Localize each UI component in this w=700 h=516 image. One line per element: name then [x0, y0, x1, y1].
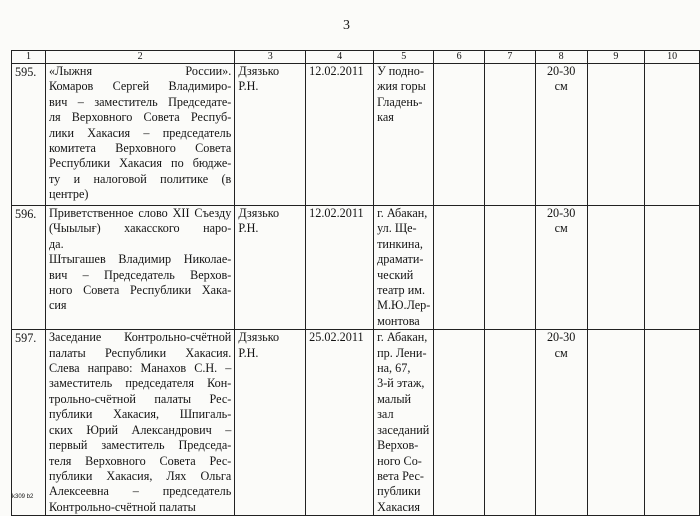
description-line: (Чыылығ) хакасского наро- — [48, 221, 232, 236]
size-line: см — [554, 79, 568, 94]
description-line: Слева направо: Манахов С.Н. – — [48, 361, 232, 376]
row-size — [535, 64, 587, 206]
place-line: жия горы — [377, 79, 426, 94]
column-header: 5 — [374, 51, 434, 64]
place-line: ул. Ще- — [377, 221, 417, 236]
table-row — [12, 330, 700, 516]
row-col10 — [645, 64, 700, 206]
place-line: г. Абакан, — [377, 206, 428, 220]
place-line: ного Со- — [377, 453, 422, 468]
row-author: Дзязько Р.Н. — [235, 330, 306, 516]
description-line: Комаров Сергей Владимиро- — [48, 79, 232, 94]
row-col6 — [434, 206, 485, 330]
description-line: ту и налоговой политике (в — [48, 171, 232, 186]
row-author: Дзязько Р.Н. — [235, 64, 306, 206]
table-row — [12, 206, 700, 330]
description-line: палаты Республики Хакасия. — [48, 345, 232, 360]
inventory-table — [11, 50, 700, 516]
description-line: трольно-счётной палаты Рес- — [48, 391, 232, 406]
row-number: 596. — [12, 206, 46, 330]
column-header: 4 — [306, 51, 374, 64]
column-header: 1 — [12, 51, 46, 64]
row-number: 597. — [12, 330, 46, 516]
description-line: Республики Хакасия по бюдже- — [48, 156, 232, 171]
place-line: г. Абакан, — [377, 330, 428, 345]
place-line: вета Рес- — [377, 468, 424, 483]
description-line: ля Верховного Совета Респуб- — [48, 110, 232, 125]
description-line: Заседание Контрольно-счётной — [48, 330, 232, 345]
description-line: да. — [48, 236, 64, 251]
place-line: М.Ю.Лер- — [377, 298, 431, 313]
row-date: 12.02.2011 — [306, 206, 374, 330]
place-line: У подно- — [377, 64, 424, 78]
size-line: см — [554, 221, 568, 236]
description-line: вич – заместитель Председате- — [48, 94, 232, 109]
page-number: 3 — [343, 18, 350, 33]
size-line: 20-30 — [546, 330, 576, 345]
place-line: Верхов- — [377, 438, 419, 453]
place-line: 3-й этаж, — [377, 376, 425, 391]
description-line: Приветственное слово XII Съезду — [48, 206, 232, 220]
place-line: публики — [377, 484, 421, 499]
row-col6 — [434, 64, 485, 206]
row-author: Дзязько Р.Н. — [235, 206, 306, 330]
row-col9 — [587, 64, 645, 206]
description-line: Алексеевна – председатель — [48, 484, 232, 499]
row-col9 — [587, 206, 645, 330]
column-header: 7 — [485, 51, 536, 64]
place-line: Хакасия — [377, 499, 421, 514]
description-line: публики Хакасия, Шпигаль- — [48, 407, 232, 422]
description-line: публики Хакасия, Лях Ольга — [48, 468, 232, 483]
description-line: заместитель председателя Кон- — [48, 376, 232, 391]
size-line: 20-30 — [546, 64, 576, 78]
size-line: 20-30 — [546, 206, 576, 220]
description-line: сия — [48, 298, 67, 313]
row-number: 595. — [12, 64, 46, 206]
place-line: драмати- — [377, 252, 424, 267]
column-header: 2 — [45, 51, 234, 64]
table-row — [12, 64, 700, 206]
description-line: «Лыжня России». — [48, 64, 232, 78]
row-col7 — [485, 206, 536, 330]
column-header: 8 — [535, 51, 587, 64]
column-header: 3 — [235, 51, 306, 64]
row-date: 12.02.2011 — [306, 64, 374, 206]
row-size — [535, 206, 587, 330]
description-line: Контрольно-счётной палаты — [48, 499, 196, 514]
description-line: первый заместитель Председа- — [48, 438, 232, 453]
description-line: лики Хакасия – председатель — [48, 125, 232, 140]
place-line: на, 67, — [377, 361, 411, 376]
size-line: см — [554, 345, 568, 360]
footer-code: k309 b2 — [12, 494, 34, 500]
column-header: 6 — [434, 51, 485, 64]
row-col7 — [485, 330, 536, 516]
description-line: комитета Верховного Совета — [48, 141, 232, 156]
row-place — [374, 64, 434, 206]
table-header-row — [12, 51, 700, 64]
row-description — [45, 206, 234, 330]
place-line: кая — [377, 110, 394, 125]
row-col10 — [645, 206, 700, 330]
place-line: пр. Лени- — [377, 345, 427, 360]
row-col7 — [485, 64, 536, 206]
place-line: тинкина, — [377, 236, 423, 251]
place-line: малый зал — [377, 391, 412, 422]
row-col6 — [434, 330, 485, 516]
description-line: ских Юрий Александрович – — [48, 422, 232, 437]
row-description — [45, 64, 234, 206]
place-line: театр им. — [377, 283, 425, 298]
column-header: 9 — [587, 51, 645, 64]
description-line: центре) — [48, 187, 89, 202]
description-line: Штыгашев Владимир Николае- — [48, 252, 232, 267]
description-line: вич – Председатель Верхов- — [48, 267, 232, 282]
column-header: 10 — [645, 51, 700, 64]
description-line: теля Верховного Совета Рес- — [48, 453, 232, 468]
place-line: ческий — [377, 267, 414, 282]
row-col10 — [645, 330, 700, 516]
row-description — [45, 330, 234, 516]
place-line: Гладень- — [377, 94, 423, 109]
place-line: монтова — [377, 313, 420, 328]
row-col9 — [587, 330, 645, 516]
place-line: заседаний — [377, 422, 430, 437]
description-line: ного Совета Республики Хака- — [48, 283, 232, 298]
row-place — [374, 330, 434, 516]
row-place — [374, 206, 434, 330]
row-date: 25.02.2011 — [306, 330, 374, 516]
row-size — [535, 330, 587, 516]
